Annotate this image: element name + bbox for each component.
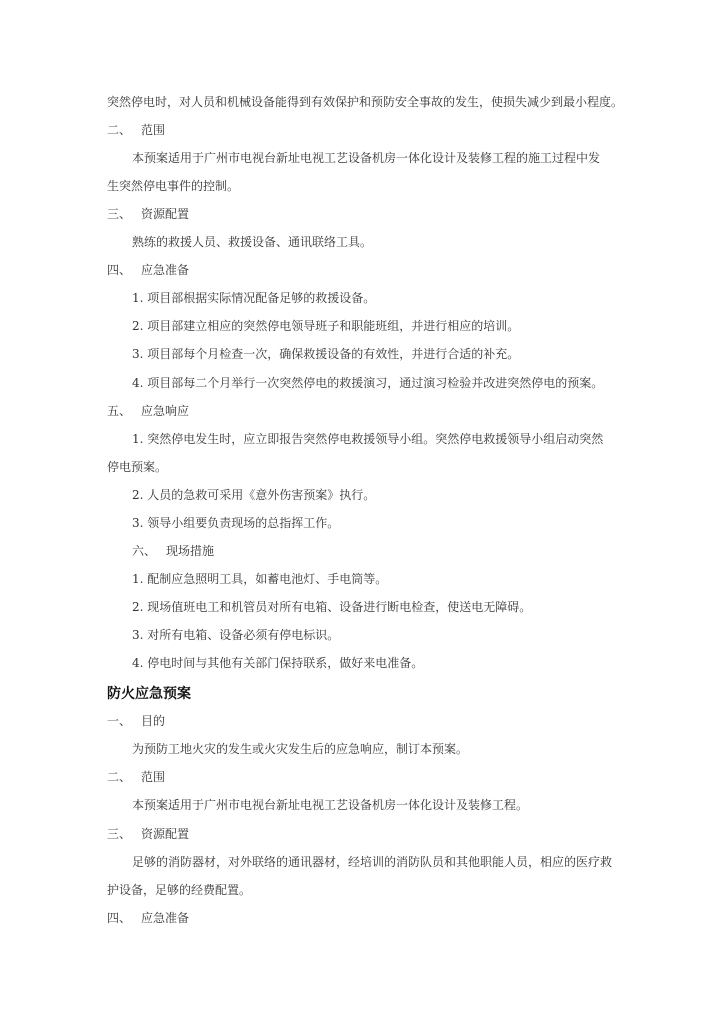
intro-paragraph-tail: 突然停电时，对人员和机械设备能得到有效保护和预防安全事故的发生，使损失减少到最小程度。 (107, 95, 624, 109)
list-item-continuation: 停电预案。 (107, 460, 168, 474)
section-number: 四、 (107, 263, 132, 277)
section-heading-preparation (0, 262, 720, 278)
list-item: 3. 领导小组要负责现场的总指挥工作。 (132, 516, 340, 530)
section-number: 三、 (107, 207, 132, 221)
list-item: 1. 突然停电发生时，应立即报告突然停电救援领导小组。突然停电救援领导小组启动突然 (132, 432, 604, 446)
section-heading-resources (0, 206, 720, 222)
section-heading-purpose (0, 713, 720, 729)
scope-paragraph-line1: 本预案适用于广州市电视台新址电视工艺设备机房一体化设计及装修工程的施工过程中发 (132, 151, 601, 165)
list-item: 4. 停电时间与其他有关部门保持联系，做好来电准备。 (132, 656, 424, 670)
resources-paragraph-line1: 足够的消防器材，对外联络的通讯器材，经培训的消防队员和其他职能人员，相应的医疗救 (132, 855, 613, 869)
section-number: 二、 (107, 770, 132, 784)
section-number: 六、 (132, 544, 157, 558)
section-number: 五、 (107, 404, 132, 418)
list-item: 3. 项目部每个月检查一次，确保救援设备的有效性，并进行合适的补充。 (132, 347, 520, 361)
resources-paragraph-line2: 护设备，足够的经费配置。 (107, 883, 252, 897)
section-heading-scope (0, 769, 720, 785)
section-heading-resources (0, 826, 720, 842)
list-item: 3. 对所有电箱、设备必须有停电标识。 (132, 628, 340, 642)
section-heading-scope (0, 122, 720, 138)
section-heading-response (0, 403, 720, 419)
section-title: 范围 (141, 123, 166, 137)
list-item: 2. 项目部建立相应的突然停电领导班子和职能班组，并进行相应的培训。 (132, 319, 520, 333)
section-title: 现场措施 (166, 544, 215, 558)
resources-paragraph: 熟练的救援人员、救援设备、通讯联络工具。 (132, 235, 373, 249)
section-title: 资源配置 (141, 207, 190, 221)
list-item: 1. 项目部根据实际情况配备足够的救援设备。 (132, 291, 376, 305)
section-title: 应急准备 (141, 911, 190, 925)
section-number: 三、 (107, 827, 132, 841)
list-item: 2. 人员的急救可采用《意外伤害预案》执行。 (132, 488, 376, 502)
section-number: 一、 (107, 714, 132, 728)
fire-plan-title: 防火应急预案 (107, 686, 191, 702)
section-title: 目的 (141, 714, 166, 728)
scope-paragraph-line2: 生突然停电事件的控制。 (107, 179, 240, 193)
list-item: 1. 配制应急照明工具，如蓄电池灯、手电筒等。 (132, 572, 388, 586)
list-item: 2. 现场值班电工和机管员对所有电箱、设备进行断电检查，使送电无障碍。 (132, 600, 532, 614)
section-number: 二、 (107, 123, 132, 137)
section-title: 应急响应 (141, 404, 190, 418)
list-item: 4. 项目部每二个月举行一次突然停电的救援演习，通过演习检验并改进突然停电的预案。 (132, 376, 604, 390)
scope-paragraph: 本预案适用于广州市电视台新址电视工艺设备机房一体化设计及装修工程。 (132, 798, 529, 812)
purpose-paragraph: 为预防工地火灾的发生或火灾发生后的应急响应，制订本预案。 (132, 742, 469, 756)
section-title: 资源配置 (141, 827, 190, 841)
section-title: 应急准备 (141, 263, 190, 277)
section-heading-preparation (0, 910, 720, 926)
section-title: 范围 (141, 770, 166, 784)
section-number: 四、 (107, 911, 132, 925)
section-heading-onsite-measures (0, 543, 720, 559)
